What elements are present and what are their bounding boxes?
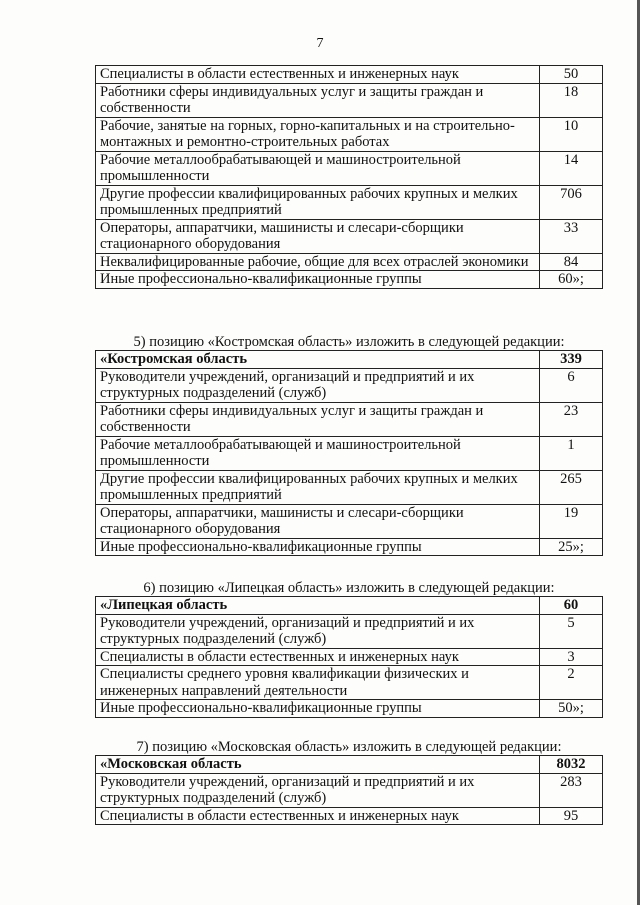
region-name-cell: «Московская область	[96, 756, 540, 774]
table-moscow-region	[95, 755, 603, 825]
quota-value-cell: 60»;	[540, 271, 603, 289]
regional-quota-table-1	[95, 65, 603, 289]
region-name-cell: «Костромская область	[96, 351, 540, 369]
category-cell: Операторы, аппаратчики, машинисты и слесари-сборщики стационарного оборудования	[96, 219, 540, 253]
regional-quota-table-2	[95, 350, 603, 556]
category-cell: Специалисты в области естественных и инженерных наук	[96, 66, 540, 84]
table-row	[96, 470, 603, 504]
paragraph-7: 7) позицию «Московская область» изложить в следующей редакции:	[136, 739, 562, 755]
category-cell: Специалисты в области естественных и инженерных наук	[96, 807, 540, 825]
category-cell: Иные профессионально-квалификационные группы	[96, 538, 540, 556]
category-cell: Работники сферы индивидуальных услуг и защиты граждан и собственности	[96, 402, 540, 436]
category-cell: Неквалифицированные рабочие, общие для всех отраслей экономики	[96, 253, 540, 271]
quota-value-cell: 265	[540, 470, 603, 504]
quota-value-cell: 6	[540, 368, 603, 402]
quota-value-cell: 10	[540, 117, 603, 151]
category-cell: Специалисты в области естественных и инженерных наук	[96, 648, 540, 666]
table-row	[96, 807, 603, 825]
quota-value-cell: 706	[540, 185, 603, 219]
category-cell: Руководители учреждений, организаций и предприятий и их структурных подразделений (служб)	[96, 773, 540, 807]
table-row	[96, 773, 603, 807]
category-cell: Иные профессионально-квалификационные группы	[96, 700, 540, 718]
quota-value-cell: 283	[540, 773, 603, 807]
quota-value-cell: 50	[540, 66, 603, 84]
category-cell: Иные профессионально-квалификационные группы	[96, 271, 540, 289]
quota-value-cell: 5	[540, 614, 603, 648]
region-name-cell: «Липецкая область	[96, 597, 540, 615]
table-row	[96, 151, 603, 185]
category-cell: Операторы, аппаратчики, машинисты и слесари-сборщики стационарного оборудования	[96, 504, 540, 538]
table-row	[96, 66, 603, 84]
table-kostroma	[95, 350, 603, 556]
quota-value-cell: 84	[540, 253, 603, 271]
quota-value-cell: 2	[540, 666, 603, 700]
category-cell: Другие профессии квалифицированных рабочих крупных и мелких промышленных предприятий	[96, 185, 540, 219]
table-row	[96, 538, 603, 556]
region-total-cell: 339	[540, 351, 603, 369]
table-row	[96, 271, 603, 289]
category-cell: Рабочие металлообрабатывающей и машиностроительной промышленности	[96, 436, 540, 470]
table-row	[96, 185, 603, 219]
table-row	[96, 253, 603, 271]
table-row	[96, 368, 603, 402]
table-row	[96, 117, 603, 151]
table-row	[96, 402, 603, 436]
table-row	[96, 219, 603, 253]
quota-value-cell: 14	[540, 151, 603, 185]
category-cell: Рабочие металлообрабатывающей и машиностроительной промышленности	[96, 151, 540, 185]
region-total-cell: 60	[540, 597, 603, 615]
table-row	[96, 648, 603, 666]
category-cell: Рабочие, занятые на горных, горно-капитальных и на строительно-монтажных и ремонтно-строительных работах	[96, 117, 540, 151]
table-row	[96, 614, 603, 648]
table-lipetsk	[95, 596, 603, 718]
paragraph-6: 6) позицию «Липецкая область» изложить в следующей редакции:	[143, 580, 555, 596]
table-row	[96, 504, 603, 538]
quota-value-cell: 25»;	[540, 538, 603, 556]
category-cell: Специалисты среднего уровня квалификации физических и инженерных направлений деятельности	[96, 666, 540, 700]
category-cell: Работники сферы индивидуальных услуг и защиты граждан и собственности	[96, 83, 540, 117]
category-cell: Другие профессии квалифицированных рабочих крупных и мелких промышленных предприятий	[96, 470, 540, 504]
category-cell: Руководители учреждений, организаций и предприятий и их структурных подразделений (служб)	[96, 614, 540, 648]
quota-value-cell: 23	[540, 402, 603, 436]
table-row	[96, 436, 603, 470]
table-header-row	[96, 597, 603, 615]
table-header-row	[96, 351, 603, 369]
table-continued	[95, 65, 603, 289]
quota-value-cell: 3	[540, 648, 603, 666]
quota-value-cell: 19	[540, 504, 603, 538]
quota-value-cell: 18	[540, 83, 603, 117]
table-row	[96, 700, 603, 718]
regional-quota-table-4	[95, 755, 603, 825]
regional-quota-table-3	[95, 596, 603, 718]
quota-value-cell: 50»;	[540, 700, 603, 718]
quota-value-cell: 33	[540, 219, 603, 253]
page-number: 7	[316, 36, 324, 51]
category-cell: Руководители учреждений, организаций и предприятий и их структурных подразделений (служб)	[96, 368, 540, 402]
paragraph-5: 5) позицию «Костромская область» изложить в следующей редакции:	[133, 334, 565, 350]
table-row	[96, 83, 603, 117]
table-row	[96, 666, 603, 700]
region-total-cell: 8032	[540, 756, 603, 774]
quota-value-cell: 95	[540, 807, 603, 825]
table-header-row	[96, 756, 603, 774]
quota-value-cell: 1	[540, 436, 603, 470]
